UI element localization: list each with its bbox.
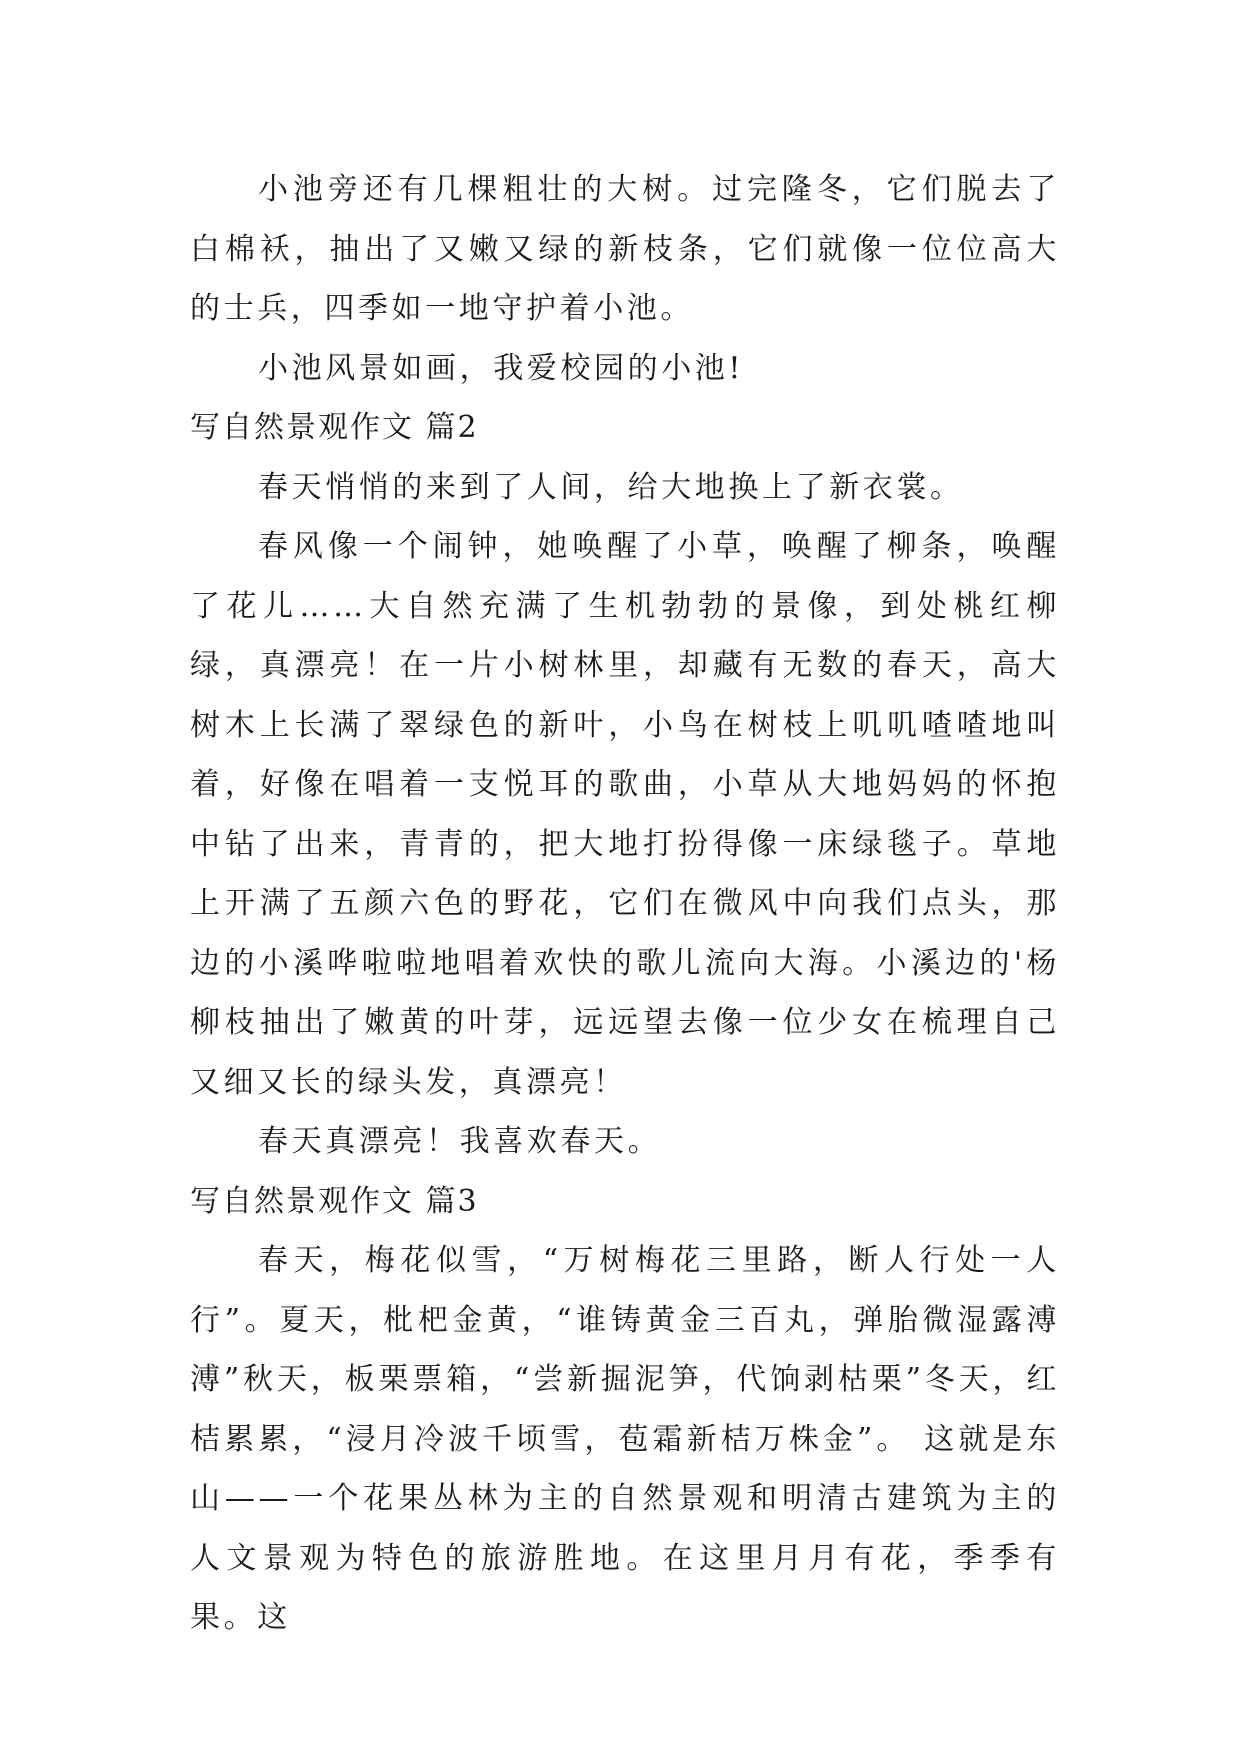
document-body <box>190 160 1060 1648</box>
paragraph: 春天真漂亮！我喜欢春天。 <box>258 1124 662 1159</box>
section-heading: 写自然景观作文 篇3 <box>190 1183 479 1219</box>
paragraph: 春风像一个闹钟，她唤醒了小草，唤醒了柳条，唤醒了花儿……大自然充满了生机勃勃的景像，到处桃红柳绿，真漂亮！在一片小树林里，却藏有无数的春天，高大树木上长满了翠绿色的新叶，小鸟在树枝上叽叽喳喳地叫着，好像在唱着一支悦耳的歌曲，小草从大地妈妈的怀抱中钻了出来，青青的，把大地打扮得像一床绿毯子。草地上开满了五颜六色的野花，它们在微风中向我们点头，那边的小溪哗啦啦地唱着欢快的歌儿流向大海。小溪边的'杨柳枝抽出了嫩黄的叶芽，远远望去像一位少女在梳理自己又细又长的绿头发，真漂亮！ <box>190 529 1060 1100</box>
paragraph: 春天悄悄的来到了人间，给大地换上了新衣裳。 <box>258 469 964 505</box>
paragraph: 春天，梅花似雪，“万树梅花三里路，断人行处一人行”。夏天，枇杷金黄，“谁铸黄金三百丸，弹胎微湿露溥溥”秋天，板栗票箱，“尝新掘泥笋，代饷剥枯栗”冬天，红桔累累，“浸月冷波千顷雪，苞霜新桔万株金”。 这就是东山——一个花果丛林为主的自然景观和明清古建筑为主的人文景观为特色的旅游胜地。在这里月月有花，季季有果。这 <box>190 1243 1060 1635</box>
section-heading: 写自然景观作文 篇2 <box>190 410 479 445</box>
paragraph: 小池旁还有几棵粗壮的大树。过完隆冬，它们脱去了白棉袄，抽出了又嫩又绿的新枝条，它们就像一位位高大的士兵，四季如一地守护着小池。 <box>190 172 1060 326</box>
paragraph: 小池风景如画，我爱校园的小池! <box>258 350 745 386</box>
